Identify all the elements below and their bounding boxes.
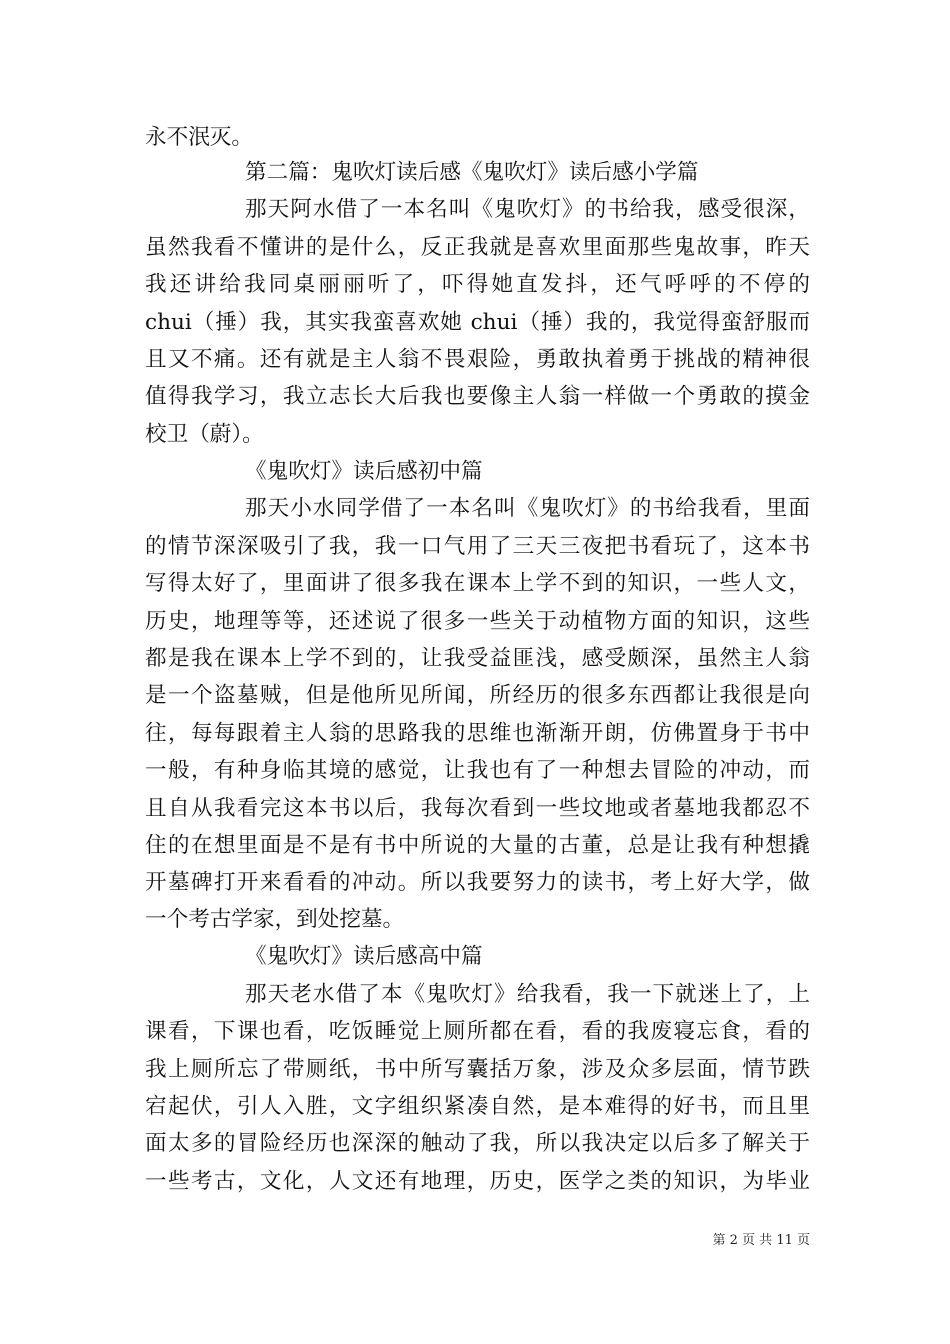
text-line: chui（捶）我，其实我蛮喜欢她 chui（捶）我的，我觉得蛮舒服而 <box>145 310 810 335</box>
text-line: 是一个盗墓贼，但是他所见所闻，所经历的很多东西都让我很是向 <box>145 683 810 708</box>
text-line: 虽然我看不懂讲的是什么，反正我就是喜欢里面那些鬼故事，昨天 <box>145 235 810 260</box>
text-line: 我上厕所忘了带厕纸，书中所写囊括万象，涉及众多层面，情节跌 <box>145 1057 810 1082</box>
text-line: 且又不痛。还有就是主人翁不畏艰险，勇敢执着勇于挑战的精神很 <box>145 347 810 372</box>
paragraph-first-line: 那天老水借了本《鬼吹灯》给我看，我一下就迷上了，上 <box>245 982 810 1007</box>
text-line: 值得我学习，我立志长大后我也要像主人翁一样做一个勇敢的摸金 <box>145 384 810 409</box>
section-heading: 《鬼吹灯》读后感初中篇 <box>245 459 483 484</box>
paragraph-first-line: 那天小水同学借了一本名叫《鬼吹灯》的书给我看，里面 <box>245 496 810 521</box>
text-line: 往，每每跟着主人翁的思路我的思维也渐渐开朗，仿佛置身于书中 <box>145 721 810 746</box>
text-line: 课看，下课也看，吃饭睡觉上厕所都在看，看的我废寝忘食，看的 <box>145 1019 810 1044</box>
text-line: 校卫（蔚）。 <box>145 422 264 447</box>
text-line: 我还讲给我同桌丽丽听了，吓得她直发抖，还气呼呼的不停的 <box>145 272 810 297</box>
text-line: 面太多的冒险经历也深深的触动了我，所以我决定以后多了解关于 <box>145 1131 810 1156</box>
page-number-footer: 第 2 页 共 11 页 <box>712 1233 810 1248</box>
text-line: 永不泯灭。 <box>145 125 253 150</box>
text-line: 历史，地理等等，还述说了很多一些关于动植物方面的知识，这些 <box>145 609 810 634</box>
section-heading: 第二篇：鬼吹灯读后感《鬼吹灯》读后感小学篇 <box>245 160 699 185</box>
text-line: 的情节深深吸引了我，我一口气用了三天三夜把书看玩了，这本书 <box>145 534 810 559</box>
text-line: 住的在想里面是不是有书中所说的大量的古董，总是让我有种想撬 <box>145 833 810 858</box>
text-line: 一些考古，文化，人文还有地理，历史，医学之类的知识，为毕业 <box>145 1169 810 1194</box>
text-line: 写得太好了，里面讲了很多我在课本上学不到的知识，一些人文， <box>145 571 810 596</box>
text-line: 宕起伏，引人入胜，文字组织紧凑自然，是本难得的好书，而且里 <box>145 1094 810 1119</box>
text-line: 一般，有种身临其境的感觉，让我也有了一种想去冒险的冲动，而 <box>145 758 810 783</box>
section-heading: 《鬼吹灯》读后感高中篇 <box>245 944 483 969</box>
text-line: 都是我在课本上学不到的，让我受益匪浅，感受颇深，虽然主人翁 <box>145 646 810 671</box>
text-line: 一个考古学家，到处挖墓。 <box>145 907 405 932</box>
text-line: 且自从我看完这本书以后，我每次看到一些坟地或者墓地我都忍不 <box>145 796 810 821</box>
text-line: 开墓碑打开来看看的冲动。所以我要努力的读书，考上好大学，做 <box>145 870 810 895</box>
paragraph-first-line: 那天阿水借了一本名叫《鬼吹灯》的书给我，感受很深， <box>245 197 810 222</box>
